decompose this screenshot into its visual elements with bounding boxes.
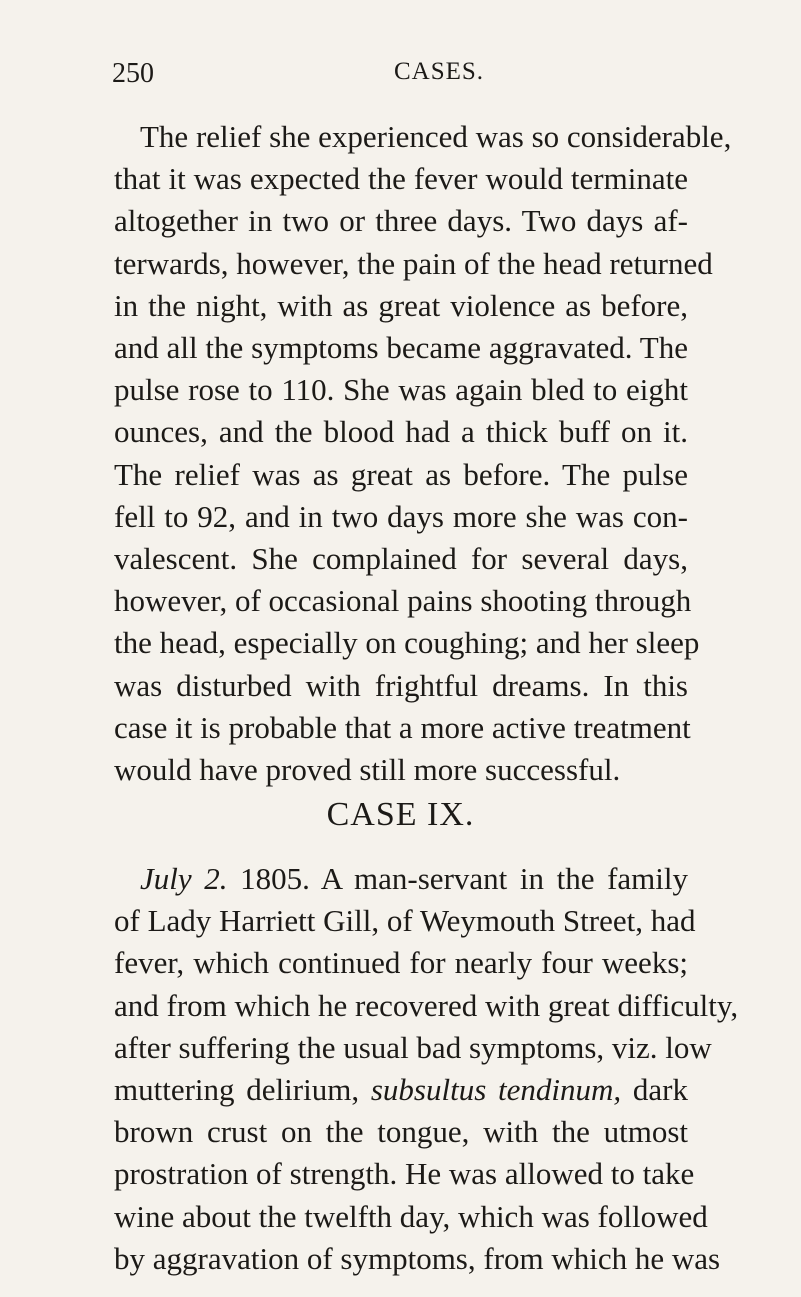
text-line: case it is probable that a more active treatment (114, 709, 691, 745)
text-line: pulse rose to 110. She was again bled to eight (114, 372, 688, 408)
text-line: The relief was as great as before. The pulse (114, 456, 688, 492)
text-line: that it was expected the fever would terminate (114, 161, 688, 197)
text-line: by aggravation of symptoms, from which he was (114, 1240, 721, 1276)
text-run: 1805. A man-servant in the family (227, 861, 688, 896)
text-run: dark (621, 1072, 688, 1107)
text-run: muttering delirium, (114, 1072, 371, 1107)
text-line: valescent. She complained for several days, (114, 541, 688, 576)
text-line: and from which he recovered with great difficulty, (114, 987, 739, 1023)
case-heading: CASE IX. (326, 796, 475, 833)
text-line: the head, especially on coughing; and her sleep (114, 625, 700, 661)
text-line: in the night, with as great violence as before, (114, 287, 688, 323)
running-head: CASES. (394, 58, 485, 85)
text-line: was disturbed with frightful dreams. In this (114, 667, 688, 703)
text-line (114, 858, 688, 900)
text-line: after suffering the usual bad symptoms, viz. low (114, 1029, 712, 1065)
text-line: would have proved still more successful. (114, 752, 621, 787)
text-line: ounces, and the blood had a thick buff on it. (114, 414, 688, 450)
text-line: prostration of strength. He was allowed to take (114, 1156, 695, 1192)
text-line: and all the symptoms became aggravated. The (114, 330, 688, 365)
text-line: fell to 92, and in two days more she was con- (114, 498, 688, 534)
text-line: however, of occasional pains shooting through (114, 583, 692, 619)
text-line: wine about the twelfth day, which was followed (114, 1198, 708, 1234)
text-line: The relief she experienced was so considerable, (140, 119, 732, 154)
text-line: terwards, however, the pain of the head returned (114, 245, 713, 281)
text-line: of Lady Harriett Gill, of Weymouth Street, had (114, 903, 696, 939)
page-number: 250 (112, 58, 154, 89)
page-header (112, 50, 712, 94)
latin-term: subsultus tendinum, (370, 1072, 622, 1107)
text-line (114, 1069, 688, 1111)
entry-date: July 2. (140, 861, 228, 896)
text-line: brown crust on the tongue, with the utmost (114, 1114, 688, 1150)
text-line: fever, which continued for nearly four weeks; (114, 945, 688, 981)
text-line: altogether in two or three days. Two days af- (114, 203, 688, 239)
